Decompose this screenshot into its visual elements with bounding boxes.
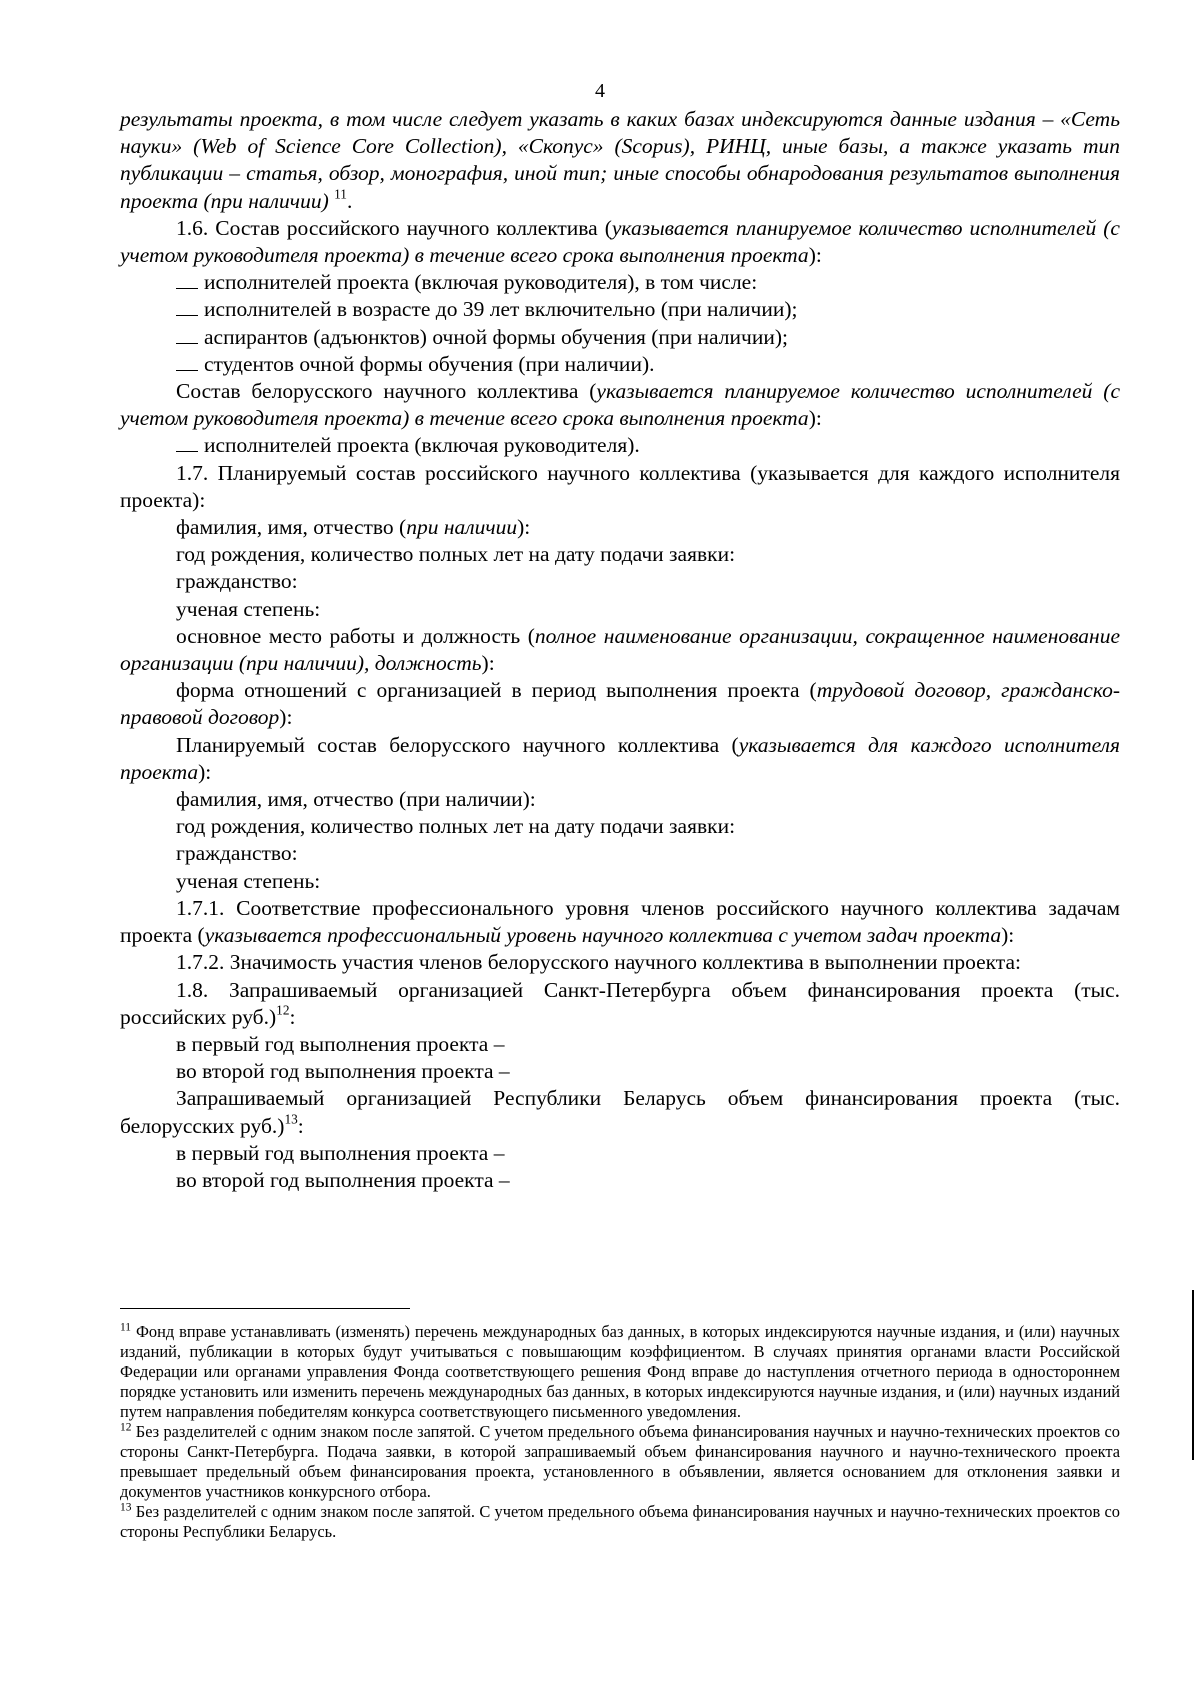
blank-field[interactable] [176, 270, 198, 289]
section-1-6: 1.6. Состав российского научного коллектива (указывается планируемое количество исполнителей (с учетом руководителя проекта) в течение всего срока выполнения проекта): [120, 215, 1120, 268]
footnote-divider [120, 1308, 410, 1309]
list-item: аспирантов (адъюнктов) очной формы обучения (при наличии); [120, 324, 1120, 351]
footnote: $^{11}$ Фонд вправе устанавливать (изменять) перечень международных баз данных, в которых индексируются научные издания, и (или) научных изданий, публикации в которых будут учитываться с повышающим коэффициентом. В случаях принятия органами власти Российской Федерации или органами управления Фонда соответствующего решения Фонд вправе до наступления отчетного периода в одностороннем порядке установить или изменить перечень международных баз данных, в которых индексируются научные издания, и (или) научных изданий путем направления победителям конкурса соответствующего письменного уведомления. [120, 1321, 1120, 1421]
funding-year-1: в первый год выполнения проекта – [176, 1031, 505, 1056]
field-degree: ученая степень: [176, 596, 321, 621]
field-workplace: основное место работы и должность (полное наименование организации, сокращенное наименование организации (при наличии), должность): [120, 623, 1121, 676]
section-1-7: 1.7. Планируемый состав российского научного коллектива (указывается для каждого исполнителя проекта): [120, 460, 1120, 512]
footnote: $^{12}$ Без разделителей с одним знаком после запятой. С учетом предельного объема финансирования научных и научно-технических проектов со стороны Санкт-Петербурга. Подача заявки, в которой запрашиваемый объем финансирования научного и научно-технического проекта превышает предельный объем финансирования проекта, установленного в объявлении, является основанием для отклонения заявки и документов участников конкурсного отбора. [120, 1421, 1120, 1501]
section-1-8: 1.8. Запрашиваемый организацией Санкт-Петербурга объем финансирования проекта (тыс. российских руб.)$^{12}$: [120, 977, 1120, 1029]
belarus-planned-team: Планируемый состав белорусского научного коллектива (указывается для каждого исполнителя проекта): [120, 732, 1120, 784]
list-item: исполнителей проекта (включая руководителя). [120, 432, 1120, 459]
intro-paragraph: результаты проекта, в том числе следует указать в каких базах индексируются данные издания – «Сеть науки» (Web of Science Core Collection), «Скопус» (Scopus), РИНЦ, иные базы, а также указать тип публикации – статья, обзор, монография, иной тип; иные способы обнародования результатов выполнения проекта (при наличии) $^{11}$. [120, 107, 1120, 213]
belarus-funding: Запрашиваемый организацией Республики Беларусь объем финансирования проекта (тыс. белорусских руб.)$^{13}$: [120, 1086, 1120, 1138]
page-number: 4 [595, 80, 605, 102]
blank-field[interactable] [176, 325, 198, 344]
field-birth: год рождения, количество полных лет на дату подачи заявки: [176, 542, 736, 567]
field-relation-form: форма отношений с организацией в период выполнения проекта (трудовой договор, гражданско-правовой договор): [120, 678, 1120, 730]
footnotes [120, 1322, 1120, 1542]
footnote: $^{13}$ Без разделителей с одним знаком после запятой. С учетом предельного объема финансирования научных и научно-технических проектов со стороны Республики Беларусь. [120, 1501, 1120, 1541]
funding-year-2: во второй год выполнения проекта – [176, 1167, 510, 1192]
funding-year-2: во второй год выполнения проекта – [176, 1059, 510, 1084]
field-citizenship: гражданство: [176, 569, 298, 594]
list-item: исполнителей в возрасте до 39 лет включительно (при наличии); [120, 296, 1120, 323]
document-body [120, 106, 1120, 1194]
field-fio: фамилия, имя, отчество (при наличии): [176, 787, 536, 812]
blank-field[interactable] [176, 297, 198, 316]
list-item: студентов очной формы обучения (при наличии). [120, 351, 1120, 378]
belarus-team-paragraph: Состав белорусского научного коллектива (указывается планируемое количество исполнителей (с учетом руководителя проекта) в течение всего срока выполнения проекта): [120, 379, 1120, 431]
scan-edge-artifact [1192, 1290, 1194, 1460]
field-degree: ученая степень: [176, 868, 321, 893]
list-item: исполнителей проекта (включая руководителя), в том числе: [120, 269, 1120, 296]
blank-field[interactable] [176, 433, 198, 452]
field-birth: год рождения, количество полных лет на дату подачи заявки: [176, 814, 736, 839]
blank-field[interactable] [176, 352, 198, 371]
field-citizenship: гражданство: [176, 841, 298, 866]
field-fio: фамилия, имя, отчество (при наличии): [176, 515, 531, 540]
section-1-7-1: 1.7.1. Соответствие профессионального уровня членов российского научного коллектива задачам проекта (указывается профессиональный уровень научного коллектива с учетом задач проекта): [120, 895, 1120, 948]
funding-year-1: в первый год выполнения проекта – [176, 1140, 505, 1165]
section-1-7-2: 1.7.2. Значимость участия членов белорусского научного коллектива в выполнении проекта: [176, 950, 1021, 975]
